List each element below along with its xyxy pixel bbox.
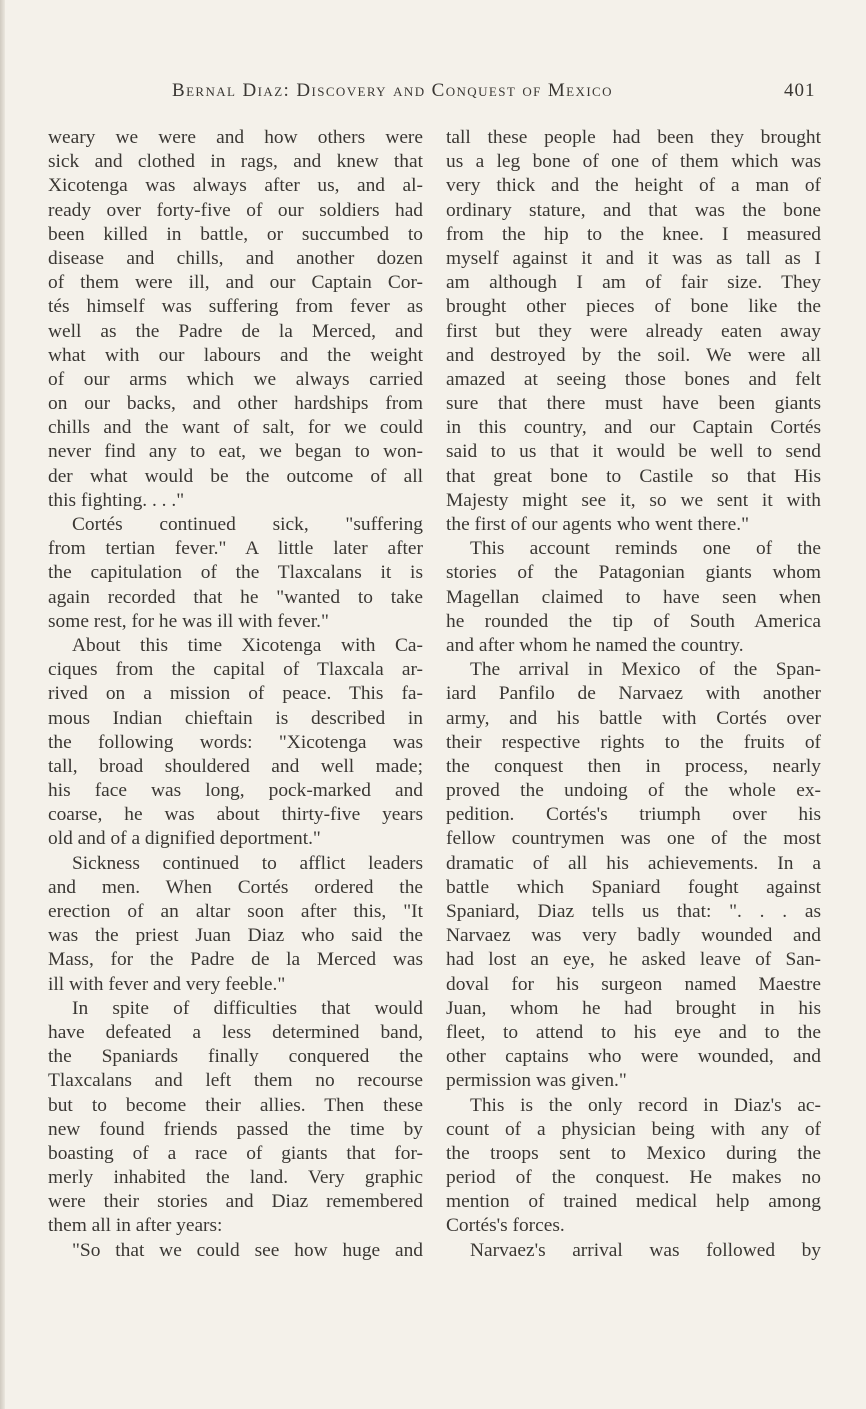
- text-line: he rounded the tip of South America: [446, 610, 821, 632]
- text-line: This is the only record in Diaz's ac-: [470, 1094, 821, 1116]
- text-line: first but they were already eaten away: [446, 320, 821, 342]
- text-line: iard Panfilo de Narvaez with another: [446, 683, 821, 705]
- text-line: the following words: "Xicotenga was: [48, 731, 423, 753]
- text-line: said to us that it would be well to send: [446, 441, 821, 463]
- text-line: ciques from the capital of Tlaxcala ar-: [48, 659, 423, 681]
- text-line: Narvaez was very badly wounded and: [446, 925, 821, 947]
- text-line: pedition. Cortés's triumph over his: [446, 804, 821, 826]
- text-line: Sickness continued to afflict leaders: [72, 852, 423, 874]
- text-line: brought other pieces of bone like the: [446, 296, 821, 318]
- text-line: Juan, whom he had brought in his: [446, 997, 821, 1019]
- text-line: Magellan claimed to have seen when: [446, 586, 821, 608]
- right-text-column: [446, 126, 821, 1263]
- text-line: their respective rights to the fruits of: [446, 731, 821, 753]
- text-line: very thick and the height of a man of: [446, 175, 821, 197]
- text-line: fellow countrymen was one of the most: [446, 828, 821, 850]
- text-line: rived on a mission of peace. This fa-: [48, 683, 423, 705]
- text-line: new found friends passed the time by: [48, 1118, 423, 1140]
- text-line: the capitulation of the Tlaxcalans it is: [48, 562, 423, 584]
- text-line: the conquest then in process, nearly: [446, 755, 821, 777]
- text-line: amazed at seeing those bones and felt: [446, 368, 821, 390]
- text-line: and after whom he named the country.: [446, 634, 744, 656]
- text-line: from tertian fever." A little later after: [48, 538, 423, 560]
- text-line: doval for his surgeon named Maestre: [446, 973, 821, 995]
- text-line: Tlaxcalans and left them no recourse: [48, 1070, 423, 1092]
- text-line: the Spaniards finally conquered the: [48, 1046, 423, 1068]
- text-line: again recorded that he "wanted to take: [48, 586, 423, 608]
- text-line: disease and chills, and another dozen: [48, 247, 423, 269]
- text-line: coarse, he was about thirty-five years: [48, 804, 423, 826]
- text-line: of our arms which we always carried: [48, 368, 423, 390]
- text-line: "So that we could see how huge and: [72, 1239, 423, 1261]
- text-line: the troops sent to Mexico during the: [446, 1142, 821, 1164]
- text-line: Spaniard, Diaz tells us that: ". . . as: [446, 901, 821, 922]
- text-line: in this country, and our Captain Cortés: [446, 417, 821, 439]
- running-title: Bernal Diaz: Discovery and Conquest of Mexico: [172, 80, 613, 101]
- text-line: on our backs, and other hardships from: [48, 393, 423, 415]
- text-line: Cortés continued sick, "suffering: [72, 514, 423, 535]
- text-line: In spite of difficulties that would: [72, 997, 423, 1019]
- text-line: der what would be the outcome of all: [48, 465, 423, 487]
- text-line: that great bone to Castile so that His: [446, 465, 821, 487]
- text-line: this fighting. . . .": [48, 489, 185, 511]
- text-line: The arrival in Mexico of the Span-: [470, 659, 821, 681]
- text-line: them all in after years:: [48, 1215, 223, 1237]
- text-line: from the hip to the knee. I measured: [446, 223, 821, 245]
- text-line: what with our labours and the weight: [48, 344, 423, 366]
- text-line: and men. When Cortés ordered the: [48, 876, 423, 898]
- text-line: Narvaez's arrival was followed by: [470, 1239, 821, 1261]
- text-line: permission was given.": [446, 1070, 627, 1092]
- text-line: weary we were and how others were: [48, 127, 423, 148]
- text-line: tall these people had been they brought: [446, 127, 821, 148]
- text-line: period of the conquest. He makes no: [446, 1167, 821, 1189]
- text-line: army, and his battle with Cortés over: [446, 707, 821, 729]
- text-line: never find any to eat, we began to won-: [48, 441, 423, 463]
- text-line: mous Indian chieftain is described in: [48, 707, 423, 729]
- page-number: 401: [784, 80, 816, 101]
- text-line: dramatic of all his achievements. In a: [446, 852, 821, 874]
- text-line: sick and clothed in rags, and knew that: [48, 151, 423, 173]
- text-line: am although I am of fair size. They: [446, 272, 821, 294]
- text-line: ordinary stature, and that was the bone: [446, 199, 821, 221]
- text-line: of them were ill, and our Captain Cor-: [48, 272, 423, 294]
- left-text-column: [48, 126, 423, 1263]
- text-line: About this time Xicotenga with Ca-: [72, 634, 423, 656]
- text-line: old and of a dignified deportment.": [48, 828, 321, 850]
- text-line: but to become their allies. Then these: [48, 1094, 423, 1116]
- text-line: merly inhabited the land. Very graphic: [48, 1167, 423, 1189]
- text-line: well as the Padre de la Merced, and: [48, 320, 423, 342]
- text-line: chills and the want of salt, for we could: [48, 417, 423, 439]
- text-line: tall, broad shouldered and well made;: [48, 755, 423, 777]
- text-line: been killed in battle, or succumbed to: [48, 223, 423, 245]
- text-line: and destroyed by the soil. We were all: [446, 344, 821, 366]
- text-line: battle which Spaniard fought against: [446, 876, 821, 898]
- text-line: fleet, to attend to his eye and to the: [446, 1021, 821, 1043]
- text-line: the first of our agents who went there.": [446, 514, 749, 535]
- text-line: had lost an eye, he asked leave of San-: [446, 949, 821, 971]
- text-line: ill with fever and very feeble.": [48, 973, 286, 995]
- text-line: Majesty might see it, so we sent it with: [446, 489, 821, 511]
- text-line: tés himself was suffering from fever as: [48, 296, 423, 318]
- text-line: Mass, for the Padre de la Merced was: [48, 949, 423, 971]
- page-binding-edge: [0, 0, 5, 1409]
- text-line: were their stories and Diaz remembered: [48, 1191, 423, 1213]
- text-line: stories of the Patagonian giants whom: [446, 562, 821, 584]
- text-line: us a leg bone of one of them which was: [446, 151, 821, 173]
- text-line: Xicotenga was always after us, and al-: [48, 175, 423, 197]
- text-line: have defeated a less determined band,: [48, 1021, 423, 1043]
- text-line: some rest, for he was ill with fever.": [48, 610, 329, 632]
- text-line: count of a physician being with any of: [446, 1118, 821, 1140]
- text-line: his face was long, pock-marked and: [48, 780, 423, 802]
- text-line: proved the undoing of the whole ex-: [446, 780, 821, 802]
- text-line: erection of an altar soon after this, "It: [48, 901, 423, 922]
- text-line: mention of trained medical help among: [446, 1191, 821, 1213]
- text-line: was the priest Juan Diaz who said the: [48, 925, 423, 947]
- text-line: ready over forty-five of our soldiers had: [48, 199, 423, 221]
- text-line: sure that there must have been giants: [446, 393, 821, 415]
- text-line: Cortés's forces.: [446, 1215, 565, 1237]
- text-line: This account reminds one of the: [470, 538, 821, 560]
- text-line: boasting of a race of giants that for-: [48, 1142, 423, 1164]
- text-line: myself against it and it was as tall as I: [446, 247, 821, 269]
- text-line: other captains who were wounded, and: [446, 1046, 821, 1068]
